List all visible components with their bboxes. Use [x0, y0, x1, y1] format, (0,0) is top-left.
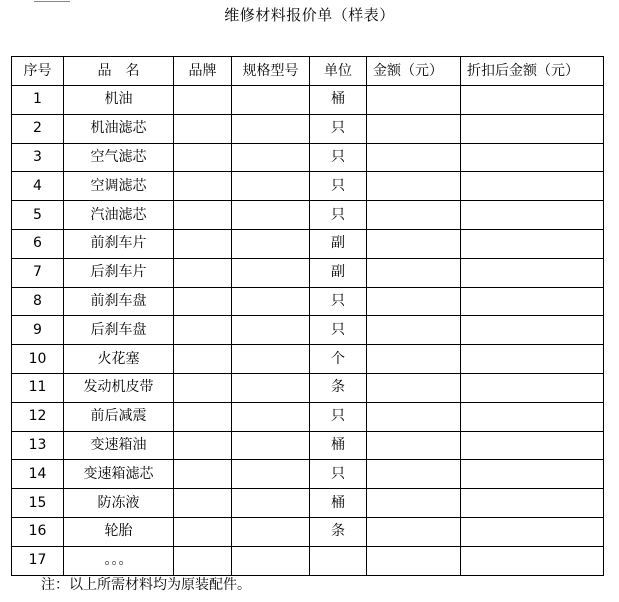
row-spec-cell	[232, 345, 310, 374]
table-row	[12, 172, 604, 201]
row-discounted-amount-cell	[461, 431, 604, 460]
row-spec-cell	[232, 546, 310, 575]
row-seq: 3	[12, 143, 64, 172]
row-unit: 条	[310, 373, 367, 402]
row-spec-cell	[232, 373, 310, 402]
table-row	[12, 373, 604, 402]
row-brand-cell	[174, 258, 232, 287]
row-amount-cell	[367, 345, 461, 374]
row-item-name: 汽油滤芯	[64, 201, 174, 230]
row-item-name: 防冻液	[64, 489, 174, 518]
row-item-name: 前后减震	[64, 402, 174, 431]
header-seq: 序号	[12, 57, 64, 86]
row-amount-cell	[367, 114, 461, 143]
row-discounted-amount-cell	[461, 489, 604, 518]
row-spec-cell	[232, 517, 310, 546]
row-brand-cell	[174, 460, 232, 489]
row-item-name: 变速箱油	[64, 431, 174, 460]
table-row	[12, 546, 604, 575]
header-discounted-amount: 折扣后金额（元）	[461, 57, 604, 86]
row-seq: 14	[12, 460, 64, 489]
table-row	[12, 143, 604, 172]
row-amount-cell	[367, 316, 461, 345]
row-seq: 4	[12, 172, 64, 201]
row-item-name: 机油滤芯	[64, 114, 174, 143]
row-spec-cell	[232, 229, 310, 258]
row-amount-cell	[367, 172, 461, 201]
row-unit: 只	[310, 460, 367, 489]
row-discounted-amount-cell	[461, 258, 604, 287]
row-amount-cell	[367, 287, 461, 316]
row-seq: 12	[12, 402, 64, 431]
row-item-name: 后刹车盘	[64, 316, 174, 345]
row-discounted-amount-cell	[461, 201, 604, 230]
row-spec-cell	[232, 402, 310, 431]
row-unit: 只	[310, 114, 367, 143]
row-amount-cell	[367, 489, 461, 518]
footnote: 注：以上所需材料均为原装配件。	[41, 577, 251, 593]
row-amount-cell	[367, 86, 461, 115]
row-unit: 只	[310, 143, 367, 172]
row-seq: 13	[12, 431, 64, 460]
row-item-name: 后刹车片	[64, 258, 174, 287]
row-item-name: 发动机皮带	[64, 373, 174, 402]
row-spec-cell	[232, 287, 310, 316]
row-unit	[310, 546, 367, 575]
row-amount-cell	[367, 229, 461, 258]
row-unit: 只	[310, 402, 367, 431]
table-row	[12, 114, 604, 143]
row-seq: 16	[12, 517, 64, 546]
row-discounted-amount-cell	[461, 345, 604, 374]
row-brand-cell	[174, 489, 232, 518]
row-discounted-amount-cell	[461, 402, 604, 431]
table-row	[12, 287, 604, 316]
header-unit: 单位	[310, 57, 367, 86]
row-amount-cell	[367, 460, 461, 489]
header-name: 品 名	[64, 57, 174, 86]
row-spec-cell	[232, 86, 310, 115]
row-spec-cell	[232, 489, 310, 518]
row-seq: 10	[12, 345, 64, 374]
row-amount-cell	[367, 431, 461, 460]
row-discounted-amount-cell	[461, 143, 604, 172]
row-discounted-amount-cell	[461, 546, 604, 575]
row-brand-cell	[174, 201, 232, 230]
row-brand-cell	[174, 345, 232, 374]
row-unit: 副	[310, 258, 367, 287]
row-amount-cell	[367, 546, 461, 575]
table-row	[12, 489, 604, 518]
row-item-name: 空调滤芯	[64, 172, 174, 201]
row-brand-cell	[174, 373, 232, 402]
row-item-name: 前刹车盘	[64, 287, 174, 316]
document-title: 维修材料报价单（样表）	[224, 6, 395, 24]
row-brand-cell	[174, 431, 232, 460]
header-amount: 金额（元）	[367, 57, 461, 86]
row-item-name: 机油	[64, 86, 174, 115]
table-header-row	[12, 57, 604, 86]
row-brand-cell	[174, 316, 232, 345]
header-corner-mark	[34, 0, 70, 2]
row-item-name: 前刹车片	[64, 229, 174, 258]
row-unit: 桶	[310, 489, 367, 518]
table-row	[12, 201, 604, 230]
row-seq: 11	[12, 373, 64, 402]
row-brand-cell	[174, 287, 232, 316]
row-amount-cell	[367, 402, 461, 431]
row-unit: 只	[310, 287, 367, 316]
row-amount-cell	[367, 517, 461, 546]
row-spec-cell	[232, 172, 310, 201]
row-spec-cell	[232, 316, 310, 345]
table-row	[12, 517, 604, 546]
table-body	[12, 86, 604, 576]
row-spec-cell	[232, 431, 310, 460]
row-seq: 7	[12, 258, 64, 287]
row-item-name: 。。。	[64, 546, 174, 575]
header-brand: 品牌	[174, 57, 232, 86]
row-discounted-amount-cell	[461, 229, 604, 258]
row-seq: 15	[12, 489, 64, 518]
row-unit: 只	[310, 172, 367, 201]
row-discounted-amount-cell	[461, 460, 604, 489]
row-spec-cell	[232, 258, 310, 287]
row-brand-cell	[174, 546, 232, 575]
row-seq: 17	[12, 546, 64, 575]
table-row	[12, 345, 604, 374]
table-row	[12, 431, 604, 460]
row-discounted-amount-cell	[461, 373, 604, 402]
row-amount-cell	[367, 201, 461, 230]
table-row	[12, 86, 604, 115]
row-discounted-amount-cell	[461, 86, 604, 115]
row-spec-cell	[232, 114, 310, 143]
row-discounted-amount-cell	[461, 114, 604, 143]
row-seq: 6	[12, 229, 64, 258]
row-seq: 1	[12, 86, 64, 115]
row-brand-cell	[174, 86, 232, 115]
row-discounted-amount-cell	[461, 172, 604, 201]
row-seq: 5	[12, 201, 64, 230]
row-item-name: 变速箱滤芯	[64, 460, 174, 489]
row-discounted-amount-cell	[461, 316, 604, 345]
row-item-name: 火花塞	[64, 345, 174, 374]
quote-table	[11, 56, 604, 576]
row-discounted-amount-cell	[461, 287, 604, 316]
row-amount-cell	[367, 373, 461, 402]
table-row	[12, 316, 604, 345]
table-row	[12, 460, 604, 489]
row-brand-cell	[174, 143, 232, 172]
row-seq: 9	[12, 316, 64, 345]
row-discounted-amount-cell	[461, 517, 604, 546]
row-unit: 只	[310, 316, 367, 345]
row-brand-cell	[174, 172, 232, 201]
row-unit: 桶	[310, 431, 367, 460]
row-spec-cell	[232, 143, 310, 172]
row-unit: 只	[310, 201, 367, 230]
row-item-name: 轮胎	[64, 517, 174, 546]
row-unit: 个	[310, 345, 367, 374]
row-brand-cell	[174, 114, 232, 143]
row-unit: 条	[310, 517, 367, 546]
row-unit: 副	[310, 229, 367, 258]
header-spec: 规格型号	[232, 57, 310, 86]
row-spec-cell	[232, 201, 310, 230]
row-brand-cell	[174, 402, 232, 431]
row-seq: 2	[12, 114, 64, 143]
row-amount-cell	[367, 143, 461, 172]
row-brand-cell	[174, 517, 232, 546]
row-unit: 桶	[310, 86, 367, 115]
table-row	[12, 258, 604, 287]
row-spec-cell	[232, 460, 310, 489]
row-brand-cell	[174, 229, 232, 258]
table-row	[12, 229, 604, 258]
row-seq: 8	[12, 287, 64, 316]
table-row	[12, 402, 604, 431]
row-amount-cell	[367, 258, 461, 287]
row-item-name: 空气滤芯	[64, 143, 174, 172]
